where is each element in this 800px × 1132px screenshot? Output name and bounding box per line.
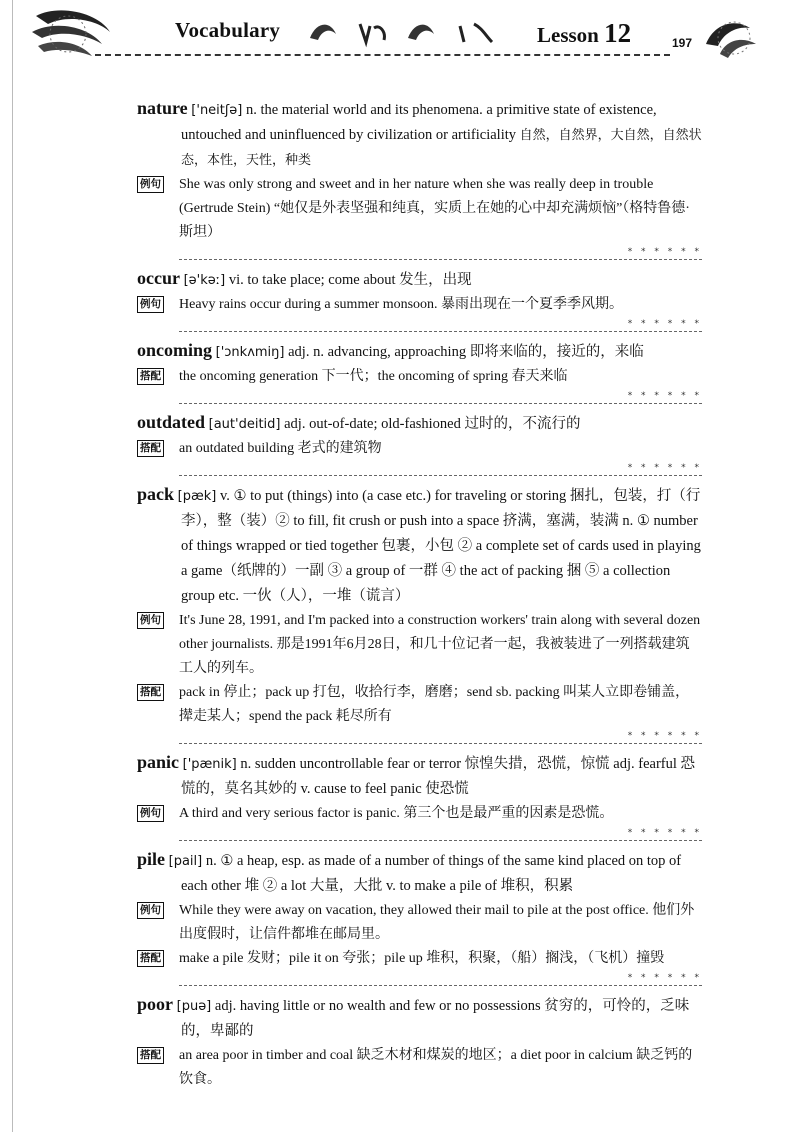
phonetic: [pæk] (177, 489, 217, 504)
entry-separator (179, 393, 702, 404)
entry-head (137, 750, 702, 802)
entry-head (137, 992, 702, 1044)
collocation-text: an area poor in timber and coal 缺乏木材和煤炭的地区；a diet poor in calcium 缺乏钙的饮食。 (179, 1048, 693, 1087)
headword: outdated (137, 412, 206, 432)
entry-separator (179, 733, 702, 744)
vocabulary-list (0, 96, 800, 1092)
collocation-tag: 搭配 (137, 684, 164, 701)
separator-stars: * * * * * * (627, 731, 702, 741)
headword: oncoming (137, 340, 213, 360)
collocation (137, 437, 702, 461)
entry-separator (179, 975, 702, 986)
definition: adj. having little or no wealth and few or no possessions 贫穷的，可怜的，乏味的，卑鄙的 (181, 998, 690, 1039)
entry-head (137, 847, 702, 899)
collocation-text: an outdated building 老式的建筑物 (179, 441, 382, 456)
example-sentence (137, 899, 702, 947)
example-tag: 例句 (137, 612, 164, 629)
entry-occur (137, 266, 702, 332)
entry-nature (137, 96, 702, 260)
example-tag: 例句 (137, 176, 164, 193)
collocation (137, 1044, 702, 1092)
lesson-title (537, 18, 631, 49)
separator-stars: * * * * * * (627, 973, 702, 983)
headword: pile (137, 849, 166, 869)
lesson-number: 12 (604, 18, 632, 48)
example-sentence (137, 802, 702, 826)
definition-chinese: 自然，自然界，大自然，自然状态，本性，天性，种类 (181, 128, 702, 168)
swirl-ornament-icon (700, 14, 762, 66)
phonetic: [puə] (176, 999, 212, 1014)
entry-separator (179, 465, 702, 476)
entry-separator (179, 321, 702, 332)
definition: adj. n. advancing, approaching 即将来临的，接近的，来临 (288, 344, 644, 360)
collocation (137, 947, 702, 971)
entry-pack (137, 482, 702, 744)
headword: poor (137, 994, 173, 1014)
example-text: She was only strong and sweet and in her nature when she was really deep in trouble (Gertrude Stein) “她仅是外表坚强和纯真，实质上在她的心中却充满烦恼”（格特鲁德·斯坦） (179, 177, 690, 240)
entry-separator (179, 830, 702, 841)
separator-stars: * * * * * * (627, 247, 702, 257)
phonetic: ['neitʃə] (191, 103, 243, 118)
entry-separator (179, 249, 702, 260)
entry-head (137, 338, 702, 365)
entry-head (137, 410, 702, 437)
collocation-tag: 搭配 (137, 950, 164, 967)
definition: n. ① a heap, esp. as made of a number of things of the same kind placed on top of each other 堆 ② a lot 大量，大批 v. to make a pile of 堆积，积累 (181, 853, 682, 894)
phonetic: [ə'kəː] (183, 273, 226, 288)
collocation-tag: 搭配 (137, 440, 164, 457)
headword: nature (137, 98, 188, 118)
entry-head (137, 266, 702, 293)
phonetic: ['ɔnkʌmiŋ] (215, 345, 285, 360)
collocation-text: make a pile 发财；pile it on 夸张；pile up 堆积，积聚，（船）搁浅，（飞机）撞毁 (179, 951, 665, 966)
headword: pack (137, 484, 175, 504)
entry-head (137, 96, 702, 173)
example-sentence (137, 173, 702, 245)
entry-head (137, 482, 702, 609)
example-tag: 例句 (137, 805, 164, 822)
phonetic: [pail] (168, 854, 203, 869)
collocation (137, 365, 702, 389)
brush-stroke-ornament-icon (300, 14, 520, 48)
entry-pile (137, 847, 702, 986)
collocation-text: pack in 停止；pack up 打包，收拾行李，磨磨；send sb. packing 叫某人立即卷铺盖，撵走某人；spend the pack 耗尽所有 (179, 685, 690, 724)
collocation (137, 681, 702, 729)
entry-oncoming (137, 338, 702, 404)
entry-panic (137, 750, 702, 841)
example-sentence (137, 293, 702, 317)
example-text: A third and very serious factor is panic. 第三个也是最严重的因素是恐慌。 (179, 806, 614, 821)
separator-stars: * * * * * * (627, 319, 702, 329)
definition: n. sudden uncontrollable fear or terror 惊惶失措，恐慌，惊慌 adj. fearful 恐慌的，莫名其妙的 v. cause to feel panic 使恐慌 (181, 756, 696, 797)
definition: vi. to take place; come about 发生，出现 (228, 272, 472, 288)
phonetic: ['pænik] (182, 757, 237, 772)
separator-stars: * * * * * * (627, 463, 702, 473)
example-tag: 例句 (137, 902, 164, 919)
header-dashed-rule (95, 54, 670, 56)
definition: n. the material world and its phenomena. a primitive state of existence, untouched and uninfluenced by civilization or artificiality (181, 102, 657, 143)
example-text: While they were away on vacation, they allowed their mail to pile at the post office. 他们外出度假时，让信件都堆在邮局里。 (179, 903, 695, 942)
collocation-tag: 搭配 (137, 368, 164, 385)
entry-outdated (137, 410, 702, 476)
separator-stars: * * * * * * (627, 828, 702, 838)
definition: adj. out-of-date; old-fashioned 过时的，不流行的 (284, 416, 581, 432)
definition: v. ① to put (things) into (a case etc.) for traveling or storing 捆扎，包装，打（行李），整（装）② to fill, fit crush or push into a space 挤满，塞满，装满 n. ① number of things wrapped or tied together 包裹，小包 ② a complete set of cards used in playing a game（纸牌的）一副 ③ a group of 一群 ④ the act of packing 捆 ⑤ a collection group etc. 一伙（人），一堆（谎言） (181, 488, 701, 604)
example-text: It's June 28, 1991, and I'm packed into a construction workers' train along with several dozen other journalists. 那是1991年6月28日，和几十位记者一起，我被装进了一列搭载建筑工人的列车。 (179, 613, 701, 676)
collocation-text: the oncoming generation 下一代；the oncoming of spring 春天来临 (179, 369, 568, 384)
collocation-tag: 搭配 (137, 1047, 164, 1064)
separator-stars: * * * * * * (627, 391, 702, 401)
section-title: Vocabulary (175, 18, 281, 42)
phonetic: [aut'deitid] (208, 417, 281, 432)
page-header (0, 0, 800, 80)
example-tag: 例句 (137, 296, 164, 313)
entry-poor (137, 992, 702, 1092)
example-sentence (137, 609, 702, 681)
headword: panic (137, 752, 180, 772)
example-text: Heavy rains occur during a summer monsoon. 暴雨出现在一个夏季季风期。 (179, 297, 624, 312)
lesson-label: Lesson (537, 23, 599, 47)
headword: occur (137, 268, 180, 288)
page-number: 197 (672, 36, 693, 50)
